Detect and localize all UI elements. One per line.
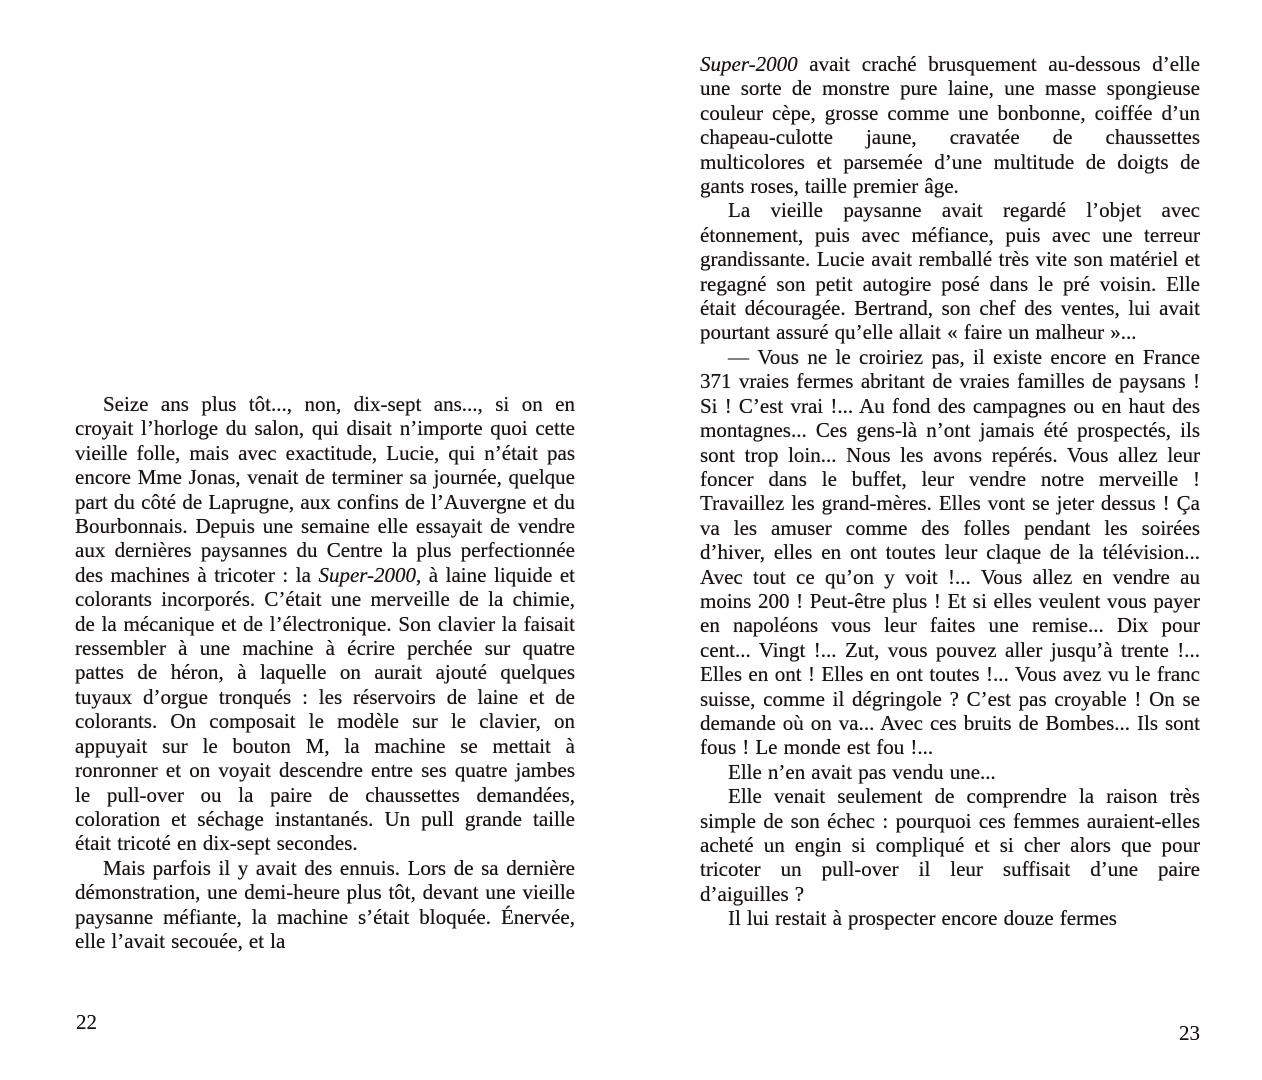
text-run: Mais parfois il y avait des ennuis. Lors de sa dernière démonstration, une demi-heure plus tôt, devant une vieille paysanne méfiante, la machine s’était bloquée. Énervée, elle l’avait secouée, et la — [75, 855, 575, 953]
italic-machine-name: Super-2000 — [318, 562, 417, 587]
text-run: — Vous ne le croiriez pas, il existe encore en France 371 vraies fermes abritant de vraies familles de paysans ! Si ! C’est vrai !... Au fond des campagnes ou en haut des montagnes... Ces gens-là n’ont jamais été prospectés, ils sont trop loin... Nous les avons repérés. Vous allez leur foncer dans le buffet, leur vendre notre merveille ! Travaillez les grand-mères. Elles vont se jeter dessus ! Ça va les amuser comme des folles pendant les soirées d’hiver, elles en ont toutes leur claque de la télévision... Avec tout ce qu’on y voit !... Vous allez en vendre au moins 200 ! Peut-être plus ! Et si elles veulent vous payer en napoléons vous leur faites une remise... Dix pour cent... Vingt !... Zut, vous pouvez aller jusqu’à trente !... Elles en ont ! Elles en ont toutes !... Vous avez vu le franc suisse, comme il dégringole ? C’est pas croyable ! On se demande où on va... Avec ces bruits de Bombes... Ils sont fous ! Le monde est fou !... — [700, 344, 1200, 760]
left-page-text — [75, 392, 575, 953]
text-run: Seize ans plus tôt..., non, dix-sept ans..., si on en croyait l’horloge du salon, qui disait n’importe quoi cette vieille folle, mais avec exactitude, Lucie, qui n’était pas encore Mme Jonas, venait de terminer sa journée, quelque part du côté de Laprugne, aux confins de l’Auvergne et du Bourbonnais. Depuis une semaine elle essayait de vendre aux dernières paysannes du Centre la plus perfectionnée des machines à tricoter : la — [75, 392, 575, 587]
paragraph — [700, 760, 1200, 784]
left-page-number: 22 — [76, 1010, 97, 1034]
paragraph — [700, 52, 1200, 198]
right-page-number: 23 — [1179, 1021, 1200, 1045]
text-run: Elle venait seulement de comprendre la raison très simple de son échec : pourquoi ces femmes auraient-elles acheté un engin si compliqué et si cher alors que pour tricoter un pull-over il leur suffisait d’une paire d’aiguilles ? — [700, 784, 1200, 906]
paragraph — [700, 198, 1200, 344]
text-run: Il lui restait à prospecter encore douze fermes — [728, 906, 1117, 931]
text-run: avait craché brusquement au-dessous d’elle une sorte de monstre pure laine, une masse spongieuse couleur cèpe, grosse comme une bonbonne, coiffée d’un chapeau-culotte jaune, cravatée de chaussettes multicolores et parsemée d’une multitude de doigts de gants roses, taille premier âge. — [700, 52, 1200, 199]
right-page — [631, 0, 1262, 1080]
paragraph — [75, 392, 575, 856]
text-run: , à laine liquide et colorants incorporés. C’était une merveille de la chimie, de la mécanique et de l’électronique. Son clavier la faisait ressembler à une machine à écrire perchée sur quatre pattes de héron, à laquelle on aurait ajouté quelques tuyaux d’orgue tronqués : les réservoirs de laine et de colorants. On composait le modèle sur le clavier, on appuyait sur le bouton M, la machine se mettait à ronronner et on voyait descendre entre ses quatre jambes le pull-over ou la paire de chaussettes demandées, coloration et séchage instantanés. Un pull grande taille était tricoté en dix-sept secondes. — [75, 562, 575, 856]
text-run: La vieille paysanne avait regardé l’objet avec étonnement, puis avec méfiance, puis avec une terreur grandissante. Lucie avait remballé très vite son matériel et regagné son petit autogire posé dans le pré voisin. Elle était découragée. Bertrand, son chef des ventes, lui avait pourtant assuré qu’elle allait « faire un malheur »... — [700, 198, 1200, 345]
paragraph — [700, 345, 1200, 760]
paragraph — [700, 784, 1200, 906]
paragraph — [700, 906, 1200, 930]
italic-machine-name: Super-2000 — [700, 52, 798, 76]
right-page-text — [700, 52, 1200, 931]
text-run: Elle n’en avait pas vendu une... — [728, 759, 996, 784]
paragraph — [75, 856, 575, 954]
